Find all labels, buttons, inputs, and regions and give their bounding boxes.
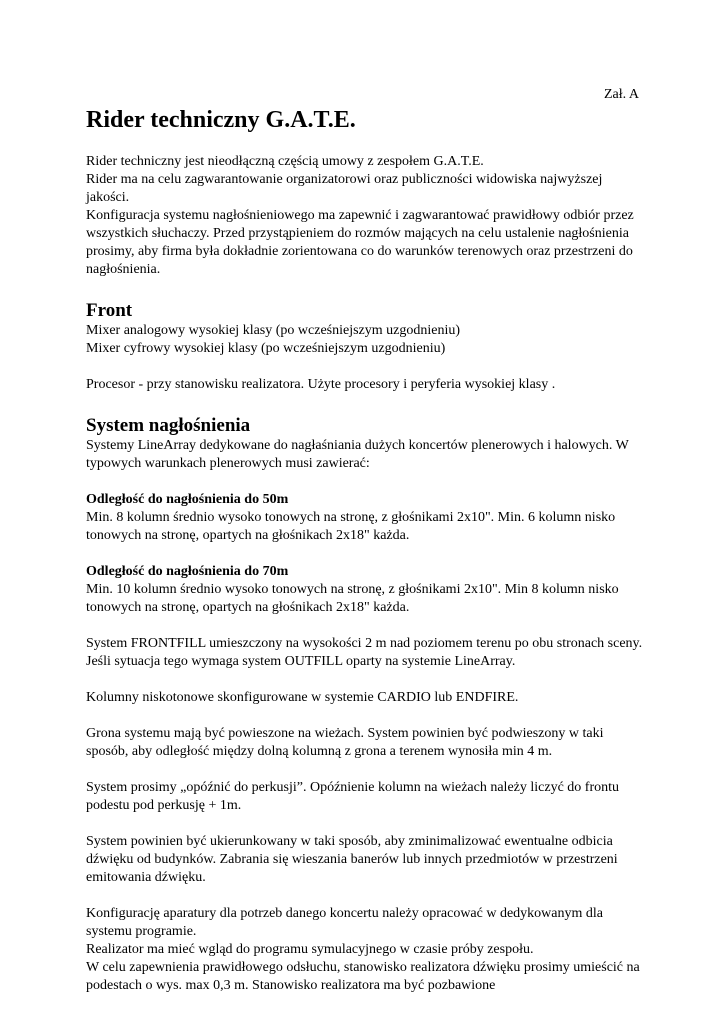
distance-70-title: Odległość do nagłośnienia do 70m — [86, 564, 289, 579]
distance-50-title: Odległość do nagłośnienia do 50m — [86, 492, 289, 507]
system-section — [86, 415, 646, 995]
processor-line: Procesor - przy stanowisku realizatora. Użyte procesory i peryferia wysokiej klasy . — [86, 377, 556, 392]
intro-paragraph: Konfiguracja systemu nagłośnieniowego ma zapewnić i zagwarantować prawidłowy odbiór przez wszystkich słuchaczy. Przed przystąpieniem do rozmów mających na celu ustalenie nagłośnienia prosimy, aby firma była dokładnie zorientowana co do warunków terenowych oraz przestrzeni do nagłośnienia. — [86, 208, 634, 277]
distance-70-text: Min. 10 kolumn średnio wysoko tonowych na stronę, z głośnikami 2x10". Min 8 kolumn nisko tonowych na stronę, opartych na głośnikach 2x18" każda. — [86, 582, 619, 615]
document-body — [86, 104, 646, 995]
config-paragraph: W celu zapewnienia prawidłowego odsłuchu, stanowisko realizatora dźwięku prosimy umieścić na podestach o wys. max 0,3 m. Stanowisko realizatora ma być pozbawione — [86, 960, 640, 993]
directional-paragraph: System powinien być ukierunkowany w taki sposób, aby zminimalizować ewentualne odbicia dźwięku od budynków. Zabrania się wieszania banerów lub innych przedmiotów w przestrzeni emitowania dźwięku. — [86, 834, 618, 885]
front-section — [86, 300, 646, 394]
delay-paragraph: System prosimy „opóźnić do perkusji”. Opóźnienie kolumn na wieżach należy liczyć do frontu podestu pod perkusję + 1m. — [86, 780, 620, 813]
config-paragraph: Realizator ma mieć wgląd do programu symulacyjnego w czasie próby zespołu. — [86, 942, 534, 957]
frontfill-paragraph: System FRONTFILL umieszczony na wysokości 2 m nad poziomem terenu po obu stronach sceny. Jeśli sytuacja tego wymaga system OUTFILL oparty na systemie LineArray. — [86, 636, 643, 669]
intro-line: Rider ma na celu zagwarantowanie organizatorowi oraz publiczności widowiska najwyższej jakości. — [86, 172, 603, 205]
intro-section — [86, 153, 646, 279]
intro-line: Rider techniczny jest nieodłączną częścią umowy z zespołem G.A.T.E. — [86, 154, 484, 169]
attachment-label: Zał. A — [604, 87, 639, 102]
front-line: Mixer cyfrowy wysokiej klasy (po wcześniejszym uzgodnieniu) — [86, 341, 446, 356]
system-heading: System nagłośnienia — [86, 415, 251, 436]
front-line: Mixer analogowy wysokiej klasy (po wcześniejszym uzgodnieniu) — [86, 323, 461, 338]
system-intro: Systemy LineArray dedykowane do nagłaśniania dużych koncertów plenerowych i halowych. W typowych warunkach plenerowych musi zawierać: — [86, 438, 629, 471]
subs-paragraph: Kolumny niskotonowe skonfigurowane w systemie CARDIO lub ENDFIRE. — [86, 690, 519, 705]
front-heading: Front — [86, 300, 133, 321]
distance-50-text: Min. 8 kolumn średnio wysoko tonowych na stronę, z głośnikami 2x10". Min. 6 kolumn nisko tonowych na stronę, opartych na głośnikach 2x18" każda. — [86, 510, 616, 543]
towers-paragraph: Grona systemu mają być powieszone na wieżach. System powinien być podwieszony w taki sposób, aby odległość między dolną kolumną z grona a terenem wynosiła min 4 m. — [86, 726, 604, 759]
config-paragraph: Konfigurację aparatury dla potrzeb danego koncertu należy opracować w dedykowanym dla systemu programie. — [86, 906, 604, 939]
document-title: Rider techniczny G.A.T.E. — [86, 107, 356, 133]
